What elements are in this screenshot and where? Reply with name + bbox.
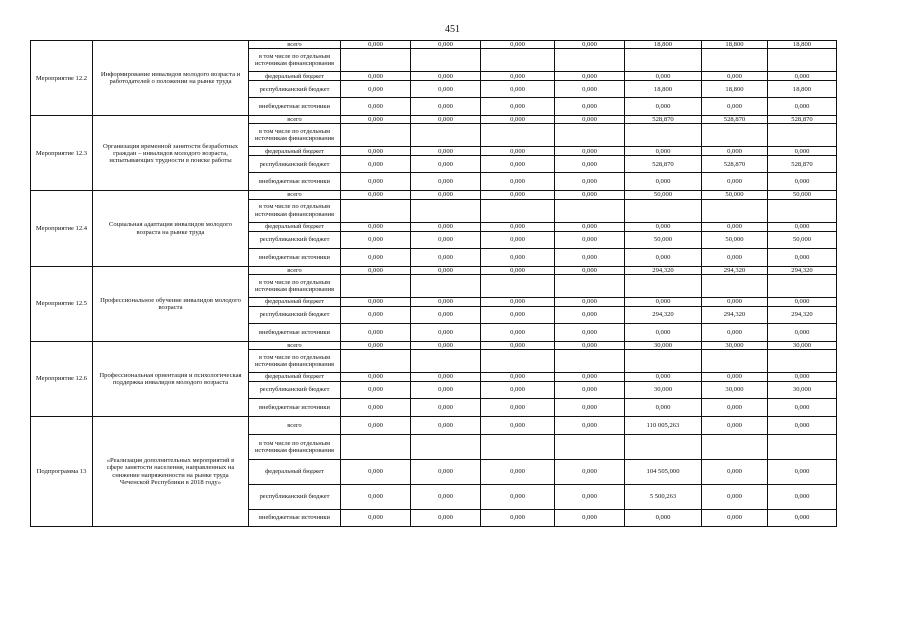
value-cell: 18,800 <box>625 41 702 49</box>
value-cell <box>481 199 555 222</box>
value-cell: 0,000 <box>625 248 702 266</box>
value-cell: 0,000 <box>481 116 555 124</box>
value-cell: 0,000 <box>768 323 837 341</box>
value-cell: 0,000 <box>768 399 837 417</box>
value-cell: 0,000 <box>768 173 837 191</box>
value-cell: 528,870 <box>768 156 837 173</box>
measure-code: Мероприятие 12.6 <box>31 341 93 416</box>
value-cell <box>555 274 625 297</box>
value-cell: 0,000 <box>702 485 768 510</box>
value-cell <box>625 49 702 72</box>
measure-code: Подпрограмма 13 <box>31 417 93 527</box>
funding-source: в том числе по отдельным источникам финансирования <box>249 350 341 373</box>
value-cell: 0,000 <box>702 323 768 341</box>
value-cell <box>411 124 481 147</box>
measure-name: «Реализация дополнительных мероприятий в сфере занятости населения, направленных на снижение напряженности на рынке труда Чеченской Республики в 2018 году» <box>93 417 249 527</box>
value-cell: 0,000 <box>481 399 555 417</box>
value-cell: 0,000 <box>768 485 837 510</box>
value-cell <box>625 350 702 373</box>
value-cell: 0,000 <box>411 248 481 266</box>
value-cell: 0,000 <box>481 323 555 341</box>
value-cell: 0,000 <box>768 248 837 266</box>
value-cell: 50,000 <box>702 191 768 199</box>
value-cell: 0,000 <box>411 147 481 156</box>
measure-name: Организация временной занятости безработных граждан – инвалидов молодого возраста, испытывающих трудности в поиске работы <box>93 116 249 191</box>
funding-source: федеральный бюджет <box>249 460 341 485</box>
page-number: 451 <box>445 24 460 35</box>
value-cell: 0,000 <box>341 72 411 81</box>
value-cell: 0,000 <box>341 248 411 266</box>
value-cell: 0,000 <box>625 98 702 116</box>
funding-source: федеральный бюджет <box>249 147 341 156</box>
value-cell: 104 505,000 <box>625 460 702 485</box>
value-cell: 0,000 <box>625 373 702 382</box>
value-cell: 0,000 <box>341 417 411 435</box>
value-cell: 0,000 <box>768 147 837 156</box>
table-row <box>31 191 837 199</box>
value-cell: 0,000 <box>481 373 555 382</box>
value-cell: 0,000 <box>341 306 411 323</box>
value-cell <box>702 350 768 373</box>
value-cell: 0,000 <box>768 222 837 231</box>
value-cell <box>768 49 837 72</box>
measure-name: Социальная адаптация инвалидов молодого возраста на рынке труда <box>93 191 249 266</box>
value-cell <box>702 199 768 222</box>
value-cell: 30,000 <box>625 341 702 349</box>
value-cell: 50,000 <box>625 231 702 248</box>
value-cell: 0,000 <box>411 156 481 173</box>
value-cell: 0,000 <box>555 231 625 248</box>
value-cell <box>411 435 481 460</box>
value-cell: 0,000 <box>555 147 625 156</box>
value-cell: 0,000 <box>702 98 768 116</box>
budget-table <box>30 40 837 527</box>
value-cell: 0,000 <box>411 191 481 199</box>
value-cell <box>555 435 625 460</box>
value-cell: 18,800 <box>625 81 702 98</box>
value-cell <box>411 49 481 72</box>
measure-name: Профессиональная ориентация и психологическая поддержка инвалидов молодого возраста <box>93 341 249 416</box>
value-cell: 18,800 <box>702 81 768 98</box>
value-cell <box>702 274 768 297</box>
value-cell: 0,000 <box>702 460 768 485</box>
value-cell <box>768 199 837 222</box>
value-cell: 0,000 <box>411 266 481 274</box>
funding-source: всего <box>249 116 341 124</box>
value-cell <box>555 124 625 147</box>
value-cell: 0,000 <box>411 72 481 81</box>
value-cell: 0,000 <box>481 417 555 435</box>
value-cell: 528,870 <box>625 116 702 124</box>
funding-source: внебюджетные источники <box>249 510 341 527</box>
value-cell: 0,000 <box>341 222 411 231</box>
funding-source: федеральный бюджет <box>249 297 341 306</box>
value-cell: 0,000 <box>341 341 411 349</box>
value-cell: 0,000 <box>341 147 411 156</box>
funding-source: внебюджетные источники <box>249 248 341 266</box>
value-cell: 0,000 <box>625 222 702 231</box>
value-cell <box>625 274 702 297</box>
value-cell: 0,000 <box>481 341 555 349</box>
value-cell <box>481 350 555 373</box>
table-row <box>31 41 837 49</box>
value-cell: 0,000 <box>555 156 625 173</box>
value-cell: 18,800 <box>768 81 837 98</box>
value-cell: 0,000 <box>555 460 625 485</box>
value-cell: 0,000 <box>411 222 481 231</box>
funding-source: республиканский бюджет <box>249 382 341 399</box>
value-cell: 0,000 <box>555 248 625 266</box>
value-cell: 0,000 <box>411 382 481 399</box>
value-cell: 0,000 <box>341 323 411 341</box>
value-cell <box>341 49 411 72</box>
value-cell: 0,000 <box>341 41 411 49</box>
funding-source: федеральный бюджет <box>249 373 341 382</box>
value-cell: 0,000 <box>341 173 411 191</box>
value-cell: 0,000 <box>341 510 411 527</box>
value-cell <box>768 435 837 460</box>
funding-source: всего <box>249 191 341 199</box>
table-row <box>31 266 837 274</box>
table-row <box>31 417 837 435</box>
funding-source: республиканский бюджет <box>249 306 341 323</box>
value-cell <box>341 199 411 222</box>
value-cell: 0,000 <box>768 460 837 485</box>
value-cell: 0,000 <box>481 266 555 274</box>
value-cell: 0,000 <box>481 248 555 266</box>
value-cell: 18,800 <box>768 41 837 49</box>
value-cell: 0,000 <box>411 485 481 510</box>
value-cell: 0,000 <box>411 116 481 124</box>
value-cell: 0,000 <box>411 41 481 49</box>
value-cell: 30,000 <box>625 382 702 399</box>
value-cell: 0,000 <box>341 116 411 124</box>
value-cell: 0,000 <box>341 231 411 248</box>
measure-code: Мероприятие 12.4 <box>31 191 93 266</box>
value-cell <box>555 350 625 373</box>
value-cell: 0,000 <box>702 248 768 266</box>
value-cell <box>341 124 411 147</box>
value-cell: 0,000 <box>555 485 625 510</box>
value-cell: 0,000 <box>625 173 702 191</box>
value-cell: 0,000 <box>341 485 411 510</box>
value-cell: 0,000 <box>702 147 768 156</box>
value-cell: 0,000 <box>768 72 837 81</box>
funding-source: республиканский бюджет <box>249 156 341 173</box>
value-cell: 294,320 <box>702 306 768 323</box>
value-cell: 0,000 <box>625 510 702 527</box>
funding-source: в том числе по отдельным источникам финансирования <box>249 274 341 297</box>
value-cell: 0,000 <box>341 460 411 485</box>
value-cell: 0,000 <box>411 341 481 349</box>
value-cell: 294,320 <box>702 266 768 274</box>
value-cell <box>411 350 481 373</box>
funding-source: республиканский бюджет <box>249 231 341 248</box>
value-cell: 0,000 <box>411 98 481 116</box>
value-cell: 0,000 <box>481 72 555 81</box>
value-cell <box>341 274 411 297</box>
value-cell: 0,000 <box>702 297 768 306</box>
value-cell: 0,000 <box>555 417 625 435</box>
value-cell: 0,000 <box>411 373 481 382</box>
value-cell: 0,000 <box>481 460 555 485</box>
value-cell <box>411 274 481 297</box>
value-cell: 0,000 <box>411 323 481 341</box>
value-cell: 0,000 <box>341 297 411 306</box>
measure-code: Мероприятие 12.2 <box>31 41 93 116</box>
funding-source: в том числе по отдельным источникам финансирования <box>249 49 341 72</box>
measure-code: Мероприятие 12.5 <box>31 266 93 341</box>
value-cell: 0,000 <box>625 72 702 81</box>
funding-source: в том числе по отдельным источникам финансирования <box>249 435 341 460</box>
value-cell: 528,870 <box>702 156 768 173</box>
value-cell: 0,000 <box>555 173 625 191</box>
value-cell: 0,000 <box>702 510 768 527</box>
funding-source: внебюджетные источники <box>249 323 341 341</box>
measure-name: Профессиональное обучение инвалидов молодого возраста <box>93 266 249 341</box>
value-cell <box>411 199 481 222</box>
value-cell: 528,870 <box>768 116 837 124</box>
value-cell: 0,000 <box>481 297 555 306</box>
value-cell: 0,000 <box>341 98 411 116</box>
value-cell <box>555 49 625 72</box>
value-cell: 0,000 <box>481 306 555 323</box>
value-cell <box>341 350 411 373</box>
value-cell: 0,000 <box>341 382 411 399</box>
value-cell: 0,000 <box>768 373 837 382</box>
value-cell: 0,000 <box>768 417 837 435</box>
value-cell: 0,000 <box>555 98 625 116</box>
value-cell: 18,800 <box>702 41 768 49</box>
value-cell: 294,320 <box>768 306 837 323</box>
funding-source: республиканский бюджет <box>249 81 341 98</box>
measure-code: Мероприятие 12.3 <box>31 116 93 191</box>
value-cell <box>702 49 768 72</box>
value-cell: 0,000 <box>411 81 481 98</box>
value-cell: 0,000 <box>411 510 481 527</box>
value-cell: 0,000 <box>481 382 555 399</box>
value-cell: 528,870 <box>702 116 768 124</box>
value-cell <box>481 274 555 297</box>
funding-source: внебюджетные источники <box>249 98 341 116</box>
value-cell: 0,000 <box>481 222 555 231</box>
funding-source: всего <box>249 417 341 435</box>
funding-source: федеральный бюджет <box>249 222 341 231</box>
value-cell <box>555 199 625 222</box>
value-cell: 0,000 <box>411 460 481 485</box>
value-cell: 0,000 <box>411 399 481 417</box>
table-row <box>31 116 837 124</box>
funding-source: всего <box>249 341 341 349</box>
value-cell <box>768 124 837 147</box>
value-cell: 0,000 <box>481 173 555 191</box>
value-cell: 0,000 <box>411 231 481 248</box>
value-cell: 294,320 <box>625 266 702 274</box>
value-cell: 30,000 <box>768 341 837 349</box>
value-cell: 110 005,263 <box>625 417 702 435</box>
value-cell: 0,000 <box>625 297 702 306</box>
value-cell <box>702 435 768 460</box>
value-cell: 0,000 <box>481 81 555 98</box>
value-cell: 0,000 <box>555 373 625 382</box>
value-cell: 0,000 <box>555 399 625 417</box>
funding-source: всего <box>249 266 341 274</box>
value-cell: 0,000 <box>341 156 411 173</box>
value-cell: 0,000 <box>555 191 625 199</box>
funding-source: федеральный бюджет <box>249 72 341 81</box>
value-cell: 0,000 <box>555 41 625 49</box>
value-cell: 0,000 <box>555 382 625 399</box>
value-cell: 0,000 <box>341 81 411 98</box>
value-cell: 0,000 <box>481 231 555 248</box>
funding-source: в том числе по отдельным источникам финансирования <box>249 199 341 222</box>
funding-source: республиканский бюджет <box>249 485 341 510</box>
value-cell: 0,000 <box>555 72 625 81</box>
value-cell <box>625 199 702 222</box>
value-cell: 0,000 <box>555 222 625 231</box>
value-cell <box>702 124 768 147</box>
value-cell <box>341 435 411 460</box>
value-cell: 0,000 <box>768 98 837 116</box>
value-cell: 30,000 <box>702 341 768 349</box>
value-cell: 294,320 <box>768 266 837 274</box>
value-cell: 0,000 <box>625 399 702 417</box>
value-cell: 0,000 <box>555 510 625 527</box>
value-cell: 0,000 <box>341 266 411 274</box>
funding-source: в том числе по отдельным источникам финансирования <box>249 124 341 147</box>
value-cell: 0,000 <box>481 147 555 156</box>
value-cell: 5 500,263 <box>625 485 702 510</box>
value-cell: 0,000 <box>702 222 768 231</box>
value-cell <box>481 435 555 460</box>
value-cell: 0,000 <box>625 147 702 156</box>
value-cell: 50,000 <box>702 231 768 248</box>
value-cell: 0,000 <box>411 297 481 306</box>
value-cell: 0,000 <box>555 341 625 349</box>
value-cell: 0,000 <box>411 173 481 191</box>
value-cell: 0,000 <box>768 297 837 306</box>
value-cell: 0,000 <box>555 306 625 323</box>
value-cell: 50,000 <box>768 191 837 199</box>
value-cell: 0,000 <box>341 191 411 199</box>
value-cell: 0,000 <box>555 266 625 274</box>
value-cell: 0,000 <box>481 191 555 199</box>
value-cell: 0,000 <box>702 399 768 417</box>
value-cell: 528,870 <box>625 156 702 173</box>
value-cell: 0,000 <box>702 373 768 382</box>
value-cell: 0,000 <box>555 116 625 124</box>
value-cell: 0,000 <box>341 399 411 417</box>
value-cell: 0,000 <box>768 510 837 527</box>
value-cell: 0,000 <box>411 306 481 323</box>
value-cell: 0,000 <box>702 417 768 435</box>
value-cell: 0,000 <box>481 510 555 527</box>
value-cell <box>625 435 702 460</box>
value-cell: 0,000 <box>555 297 625 306</box>
value-cell: 0,000 <box>481 98 555 116</box>
value-cell: 50,000 <box>768 231 837 248</box>
value-cell: 0,000 <box>702 173 768 191</box>
value-cell: 0,000 <box>481 156 555 173</box>
value-cell: 0,000 <box>702 72 768 81</box>
value-cell: 0,000 <box>625 323 702 341</box>
value-cell <box>481 49 555 72</box>
value-cell <box>481 124 555 147</box>
value-cell: 0,000 <box>481 485 555 510</box>
value-cell: 30,000 <box>702 382 768 399</box>
measure-name: Информирование инвалидов молодого возраста и работодателей о положении на рынке труда <box>93 41 249 116</box>
funding-source: внебюджетные источники <box>249 173 341 191</box>
value-cell: 50,000 <box>625 191 702 199</box>
value-cell <box>768 274 837 297</box>
value-cell: 0,000 <box>555 81 625 98</box>
table-row <box>31 341 837 349</box>
funding-source: внебюджетные источники <box>249 399 341 417</box>
value-cell: 0,000 <box>341 373 411 382</box>
value-cell: 30,000 <box>768 382 837 399</box>
value-cell <box>625 124 702 147</box>
funding-source: всего <box>249 41 341 49</box>
value-cell: 294,320 <box>625 306 702 323</box>
value-cell: 0,000 <box>411 417 481 435</box>
value-cell <box>768 350 837 373</box>
value-cell: 0,000 <box>555 323 625 341</box>
value-cell: 0,000 <box>481 41 555 49</box>
